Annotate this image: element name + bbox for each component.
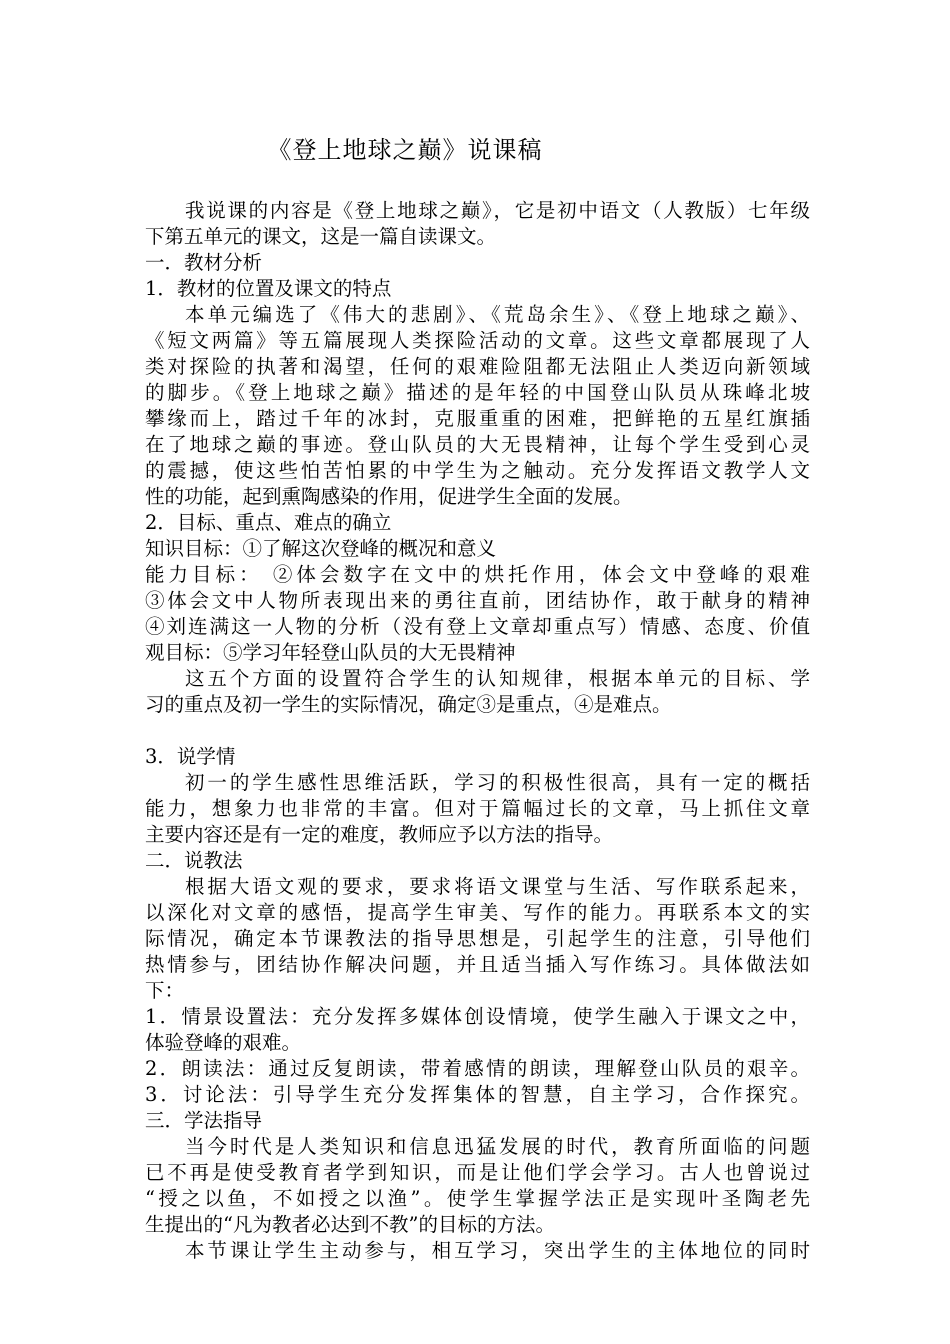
paragraph-line: 在了地球之巅的事迹。登山队员的大无畏精神，让每个学生受到心灵 <box>145 433 810 456</box>
section-heading: 二．说教法 <box>145 849 243 872</box>
paragraph-line: 本单元编选了《伟大的悲剧》、《荒岛余生》、《登上地球之巅》、 <box>185 303 810 326</box>
paragraph-line: 际情况，确定本节课教法的指导思想是，引起学生的注意，引导他们 <box>145 927 810 950</box>
subsection-heading: 1．教材的位置及课文的特点 <box>145 277 392 300</box>
paragraph-line: 我说课的内容是《登上地球之巅》，它是初中语文（人教版）七年级 <box>185 199 810 222</box>
list-item: 2．朗读法：通过反复朗读，带着感情的朗读，理解登山队员的艰辛。 <box>145 1057 810 1080</box>
paragraph-line: 攀缘而上，踏过千年的冰封，克服重重的困难，把鲜艳的五星红旗插 <box>145 407 810 430</box>
paragraph-line: ③体会文中人物所表现出来的勇往直前，团结协作，敢于献身的精神 <box>145 589 810 612</box>
paragraph-line: 这五个方面的设置符合学生的认知规律，根据本单元的目标、学 <box>185 667 810 690</box>
subsection-heading: 3．说学情 <box>145 745 236 768</box>
paragraph-line: “授之以鱼，不如授之以渔”。使学生掌握学法正是实现叶圣陶老先 <box>145 1187 810 1210</box>
paragraph-line: 本节课让学生主动参与，相互学习，突出学生的主体地位的同时 <box>185 1239 810 1262</box>
paragraph-line: 能力，想象力也非常的丰富。但对于篇幅过长的文章，马上抓住文章 <box>145 797 810 820</box>
paragraph-line: 的脚步。《登上地球之巅》描述的是年轻的中国登山队员从珠峰北坡 <box>145 381 810 404</box>
paragraph-line: 主要内容还是有一定的难度，教师应予以方法的指导。 <box>145 823 614 846</box>
paragraph-line: 性的功能，起到熏陶感染的作用，促进学生全面的发展。 <box>145 485 633 508</box>
paragraph-line: 当今时代是人类知识和信息迅猛发展的时代，教育所面临的问题 <box>185 1135 810 1158</box>
document-title: 《登上地球之巅》说课稿 <box>267 136 543 164</box>
paragraph-line: 初一的学生感性思维活跃，学习的积极性很高，具有一定的概括 <box>185 771 810 794</box>
paragraph-line: 《短文两篇》等五篇展现人类探险活动的文章。这些文章都展现了人 <box>145 329 810 352</box>
section-heading: 一．教材分析 <box>145 251 263 274</box>
list-item: 1．情景设置法：充分发挥多媒体创设情境，使学生融入于课文之中， <box>145 1005 810 1028</box>
paragraph-line: 的震撼，使这些怕苦怕累的中学生为之触动。充分发挥语文教学人文 <box>145 459 810 482</box>
paragraph-line: 热情参与，团结协作解决问题，并且适当插入写作练习。具体做法如 <box>145 953 810 976</box>
paragraph-line: 知识目标：①了解这次登峰的概况和意义 <box>145 537 497 560</box>
list-item: 3．讨论法：引导学生充分发挥集体的智慧，自主学习，合作探究。 <box>145 1083 810 1106</box>
paragraph-line: 已不再是使受教育者学到知识，而是让他们学会学习。古人也曾说过 <box>145 1161 810 1184</box>
paragraph-line: 下第五单元的课文，这是一篇自读课文。 <box>145 225 497 248</box>
paragraph-line: 以深化对文章的感悟，提高学生审美、写作的能力。再联系本文的实 <box>145 901 810 924</box>
paragraph-line: 生提出的“凡为教者必达到不教”的目标的方法。 <box>145 1213 555 1236</box>
list-item-continuation: 体验登峰的艰难。 <box>145 1031 302 1054</box>
paragraph-line: 观目标：⑤学习年轻登山队员的大无畏精神 <box>145 641 516 664</box>
paragraph-line: 下： <box>145 979 185 1002</box>
paragraph-line: 习的重点及初一学生的实际情况，确定③是重点，④是难点。 <box>145 693 672 716</box>
paragraph-line: ④刘连满这一人物的分析（没有登上文章却重点写）情感、态度、价值 <box>145 615 810 638</box>
section-heading: 三．学法指导 <box>145 1109 263 1132</box>
paragraph-line: 能力目标： ②体会数字在文中的烘托作用，体会文中登峰的艰难 <box>145 563 810 586</box>
paragraph-line: 类对探险的执著和渴望，任何的艰难险阻都无法阻止人类迈向新领域 <box>145 355 810 378</box>
paragraph-line: 根据大语文观的要求，要求将语文课堂与生活、写作联系起来， <box>185 875 810 898</box>
document-body <box>145 198 810 1264</box>
blank-line <box>145 718 810 744</box>
subsection-heading: 2．目标、重点、难点的确立 <box>145 511 392 534</box>
